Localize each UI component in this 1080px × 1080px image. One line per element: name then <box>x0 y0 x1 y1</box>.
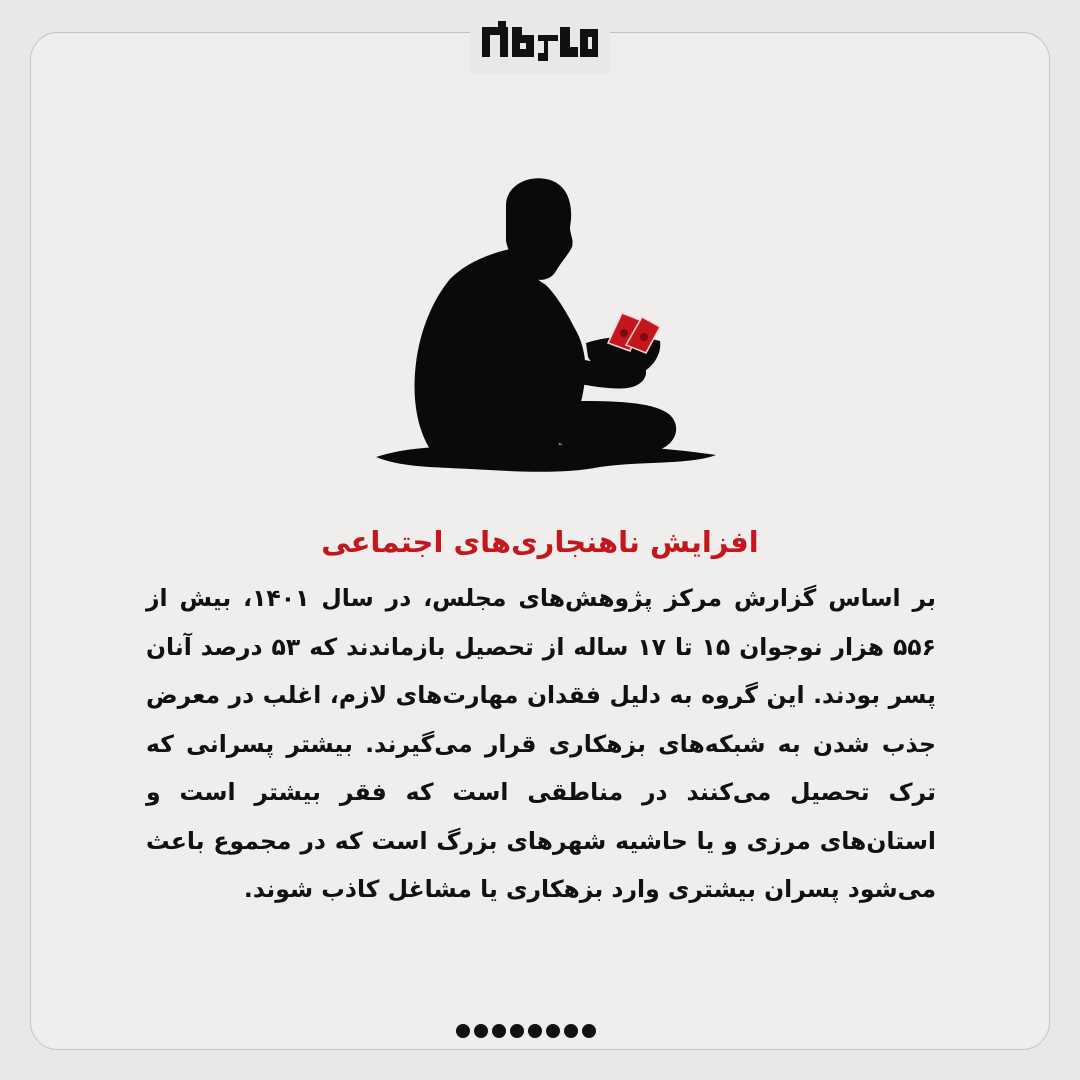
page-dot <box>546 1024 560 1038</box>
page-dot <box>528 1024 542 1038</box>
page-dot <box>492 1024 506 1038</box>
post-headline: افزایش ناهنجاری‌های اجتماعی <box>321 525 759 559</box>
brand-logo <box>470 8 610 74</box>
page-dot <box>582 1024 596 1038</box>
page-dot <box>564 1024 578 1038</box>
page-dot <box>456 1024 470 1038</box>
page-dot <box>474 1024 488 1038</box>
page-dot <box>510 1024 524 1038</box>
hamrooz-logo-icon <box>478 17 602 65</box>
begging-boy-silhouette-icon <box>360 175 730 490</box>
page-dots-icon <box>456 1024 596 1038</box>
post-body: بر اساس گزارش مرکز پژوهش‌های مجلس، در سال ۱۴۰۱، بیش از ۵۵۶ هزار نوجوان ۱۵ تا ۱۷ ساله از تحصیل بازماندند که ۵۳ درصد آنان پسر بودند. این گروه به دلیل فقدان مهارت‌های لازم، اغلب در معرض جذب شدن به شبکه‌های بزهکاری قرار می‌گیرند. بیشتر پسرانی که ترک تحصیل می‌کنند در مناطقی است که فقر بیشتر است و استان‌های مرزی و یا حاشیه شهرهای بزرگ است که در مجموع باعث می‌شود پسران بیشتری وارد بزهکاری یا مشاغل کاذب شوند. <box>146 584 937 903</box>
